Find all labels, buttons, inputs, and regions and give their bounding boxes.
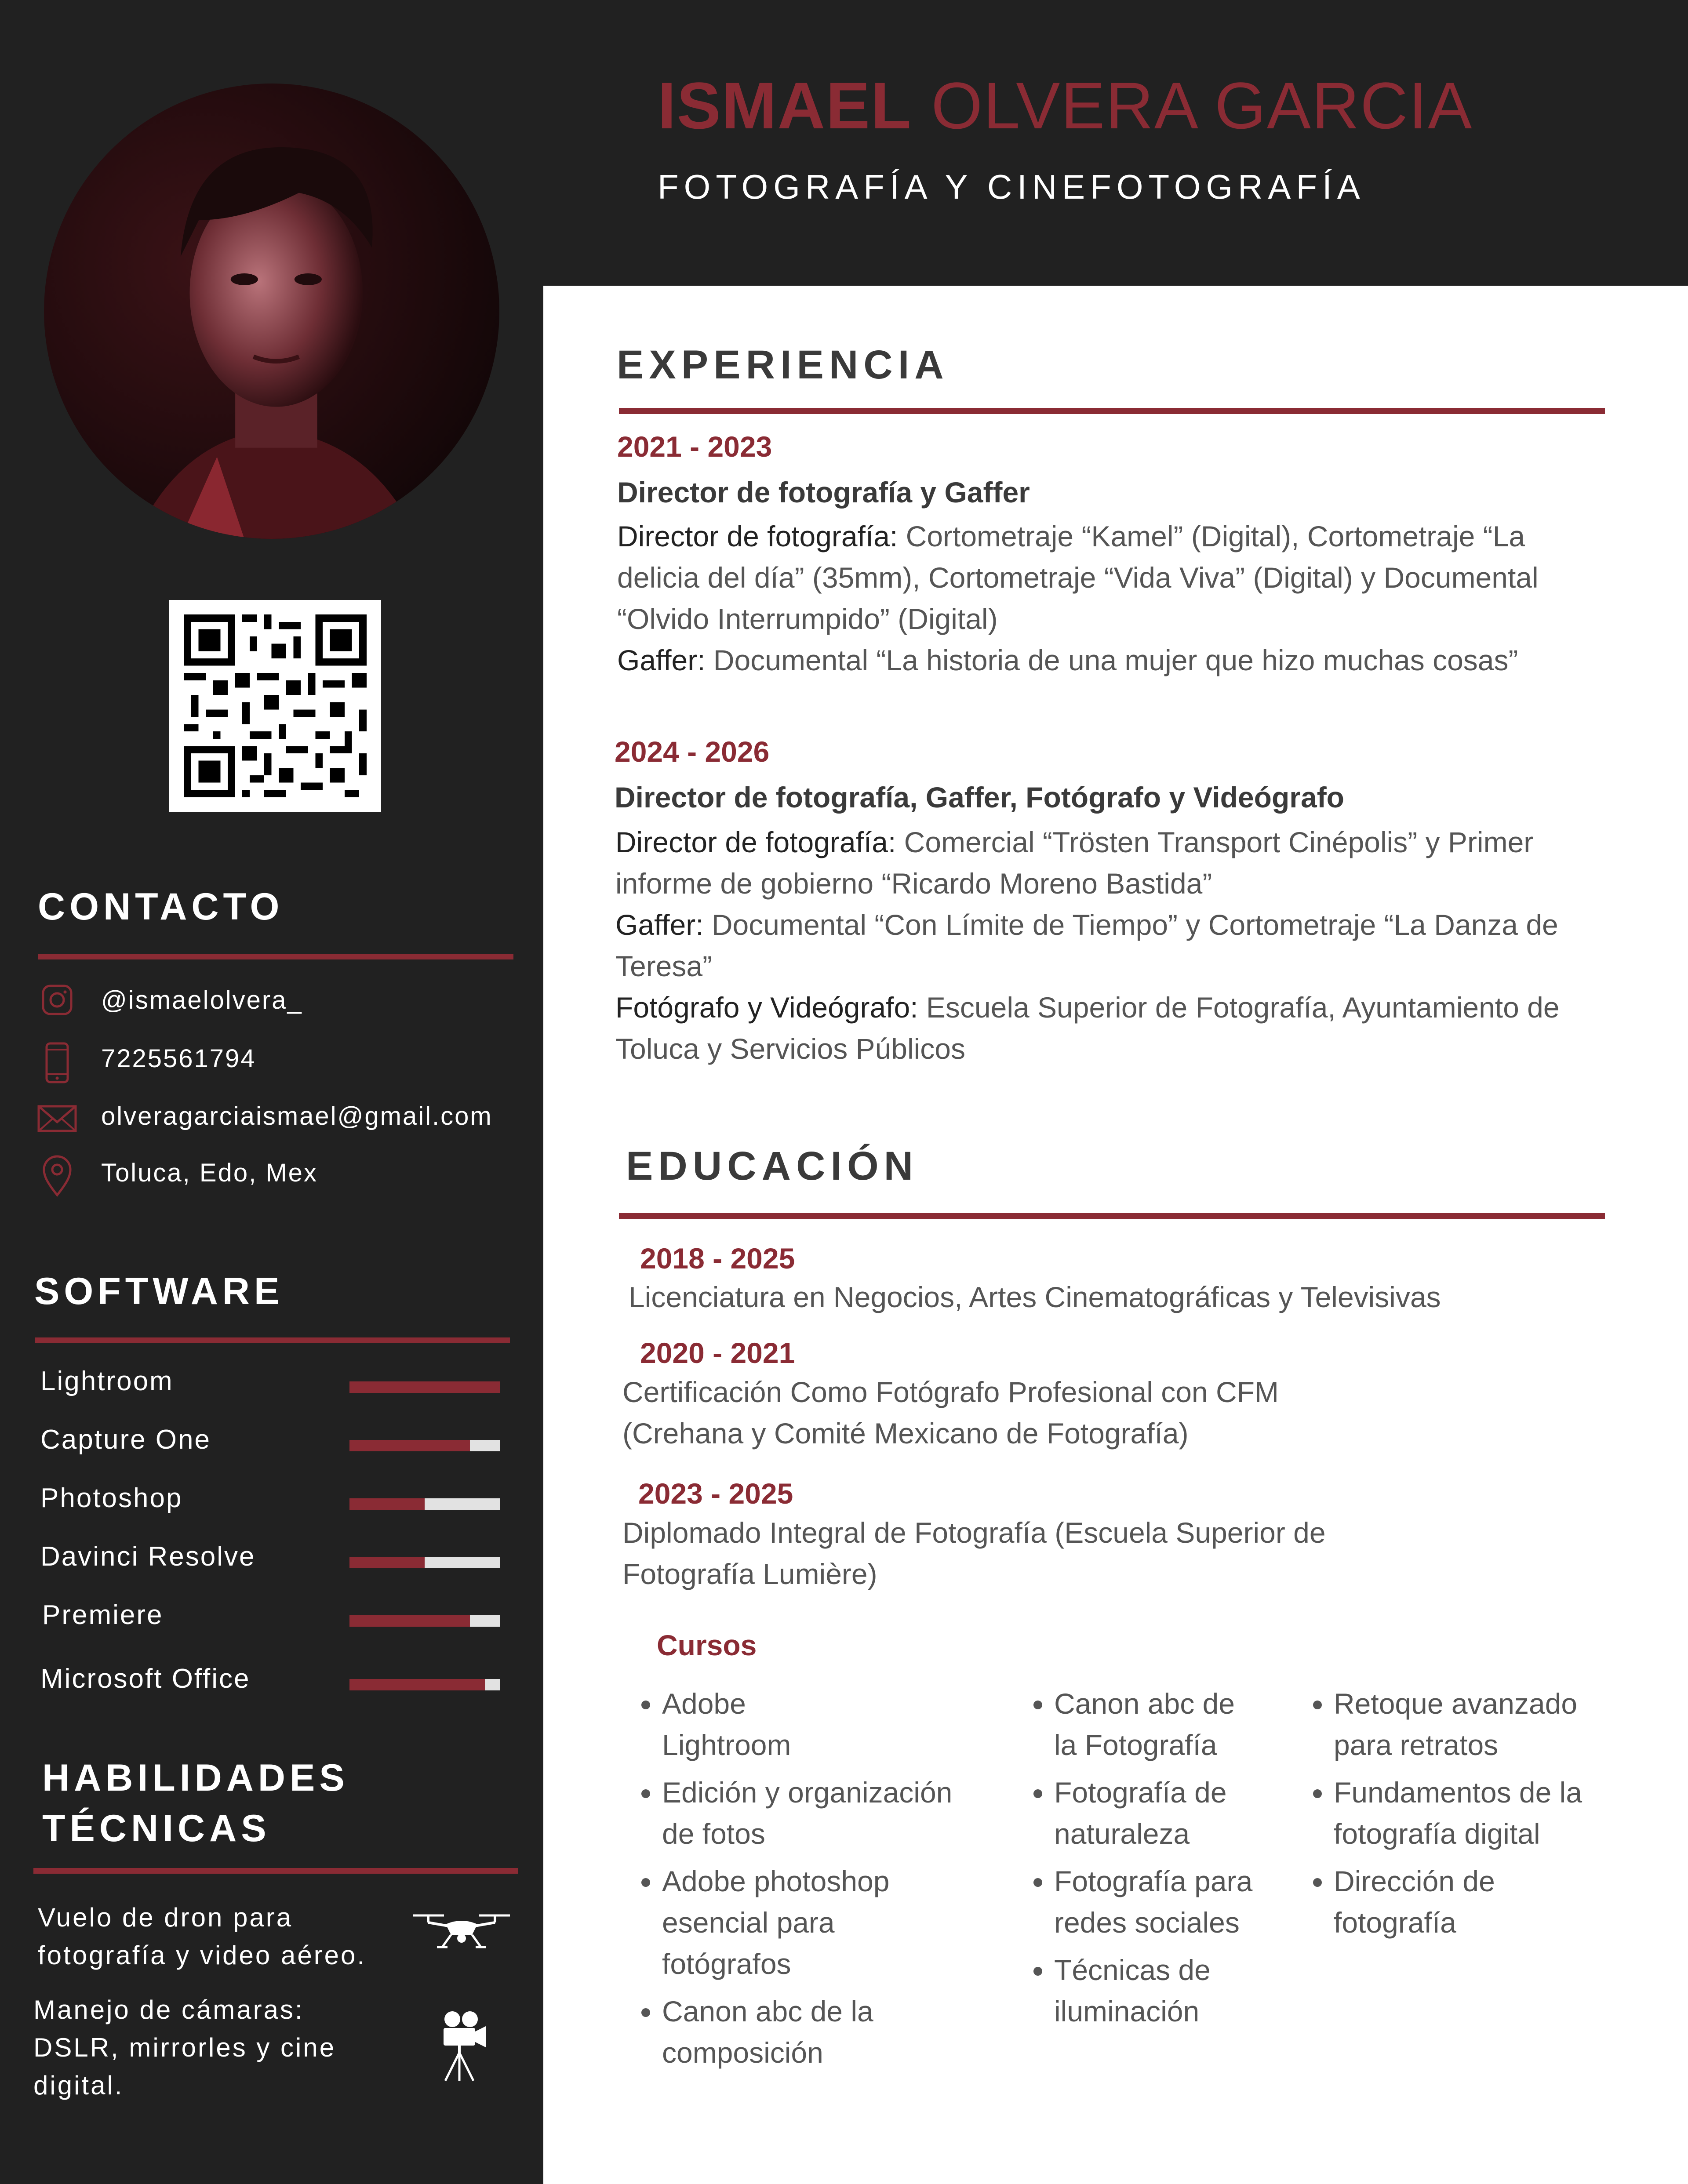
experience-divider xyxy=(619,408,1605,414)
job-entry xyxy=(617,516,1602,640)
course-item: • Edición y organización de fotos xyxy=(662,1772,987,1854)
job-entry-label: Gaffer: xyxy=(617,644,706,676)
contact-heading: CONTACTO xyxy=(38,886,284,928)
course-item: • Canon abc de la composición xyxy=(662,1991,935,2073)
job-entry-label: Gaffer: xyxy=(615,908,704,941)
course-item: • Adobe Lightroom xyxy=(662,1683,820,1766)
profession-title: FOTOGRAFÍA Y CINEFOTOGRAFÍA xyxy=(658,167,1365,206)
course-item: • Adobe photoshop esencial para fotógrafos xyxy=(662,1861,935,1984)
courses-column-2 xyxy=(1019,1683,1335,2038)
skill-drone xyxy=(38,1899,366,1974)
job-role: Director de fotografía y Gaffer xyxy=(617,476,1030,509)
software-level-fill xyxy=(349,1440,470,1451)
software-heading: SOFTWARE xyxy=(34,1270,284,1312)
software-level-fill xyxy=(349,1615,470,1627)
job-entry-text: Documental “Con Límite de Tiempo” y Cortometraje “La Danza de Teresa” xyxy=(615,908,1558,982)
location-pin-icon xyxy=(40,1154,75,1198)
job-entry-text: Cortometraje “Kamel” (Digital), Cortometraje “La delicia del día” (35mm), Cortometraje “Vida Viva” (Digital) y Documental “Olvido Interrumpido” (Digital) xyxy=(617,520,1539,635)
contact-divider xyxy=(38,954,513,959)
job-period: 2021 - 2023 xyxy=(617,430,772,463)
skill-line: Vuelo de dron para xyxy=(38,1903,293,1932)
education-heading: EDUCACIÓN xyxy=(626,1144,919,1188)
software-level-bar xyxy=(349,1615,500,1627)
education-period: 2018 - 2025 xyxy=(640,1242,795,1275)
skill-line: digital. xyxy=(33,2071,124,2100)
skills-heading-line1: HABILIDADES xyxy=(42,1757,349,1799)
course-item: • Fotografía de naturaleza xyxy=(1054,1772,1265,1854)
software-name: Lightroom xyxy=(40,1366,174,1396)
job-description xyxy=(617,516,1602,681)
job-entry xyxy=(617,640,1602,681)
job-entry-label: Fotógrafo y Videógrafo: xyxy=(615,991,918,1024)
courses-column-3 xyxy=(1299,1683,1641,1949)
education-line: (Crehana y Comité Mexicano de Fotografía) xyxy=(622,1417,1189,1450)
job-entry-text: Escuela Superior de Fotografía, Ayuntamiento de Toluca y Servicios Públicos xyxy=(615,991,1560,1065)
software-level-fill xyxy=(349,1381,500,1393)
education-line: Fotografía Lumière) xyxy=(622,1558,877,1590)
phone-icon xyxy=(40,1041,75,1085)
software-divider xyxy=(35,1337,510,1343)
job-entry xyxy=(615,987,1600,1069)
job-period: 2024 - 2026 xyxy=(615,735,770,768)
education-divider xyxy=(619,1213,1605,1219)
skill-line: fotografía y video aéreo. xyxy=(38,1941,367,1970)
skills-heading-line2: TÉCNICAS xyxy=(42,1807,271,1850)
education-title xyxy=(622,1512,1326,1595)
last-name: OLVERA GARCIA xyxy=(931,69,1473,142)
drone-icon xyxy=(409,1903,514,1956)
movie-camera-icon xyxy=(433,2009,490,2083)
contact-instagram[interactable]: @ismaelolvera_ xyxy=(101,986,303,1014)
courses-heading: Cursos xyxy=(657,1629,757,1661)
course-item: • Fotografía para redes sociales xyxy=(1054,1861,1283,1943)
contact-location: Toluca, Edo, Mex xyxy=(101,1159,318,1187)
job-entry-label: Director de fotografía: xyxy=(617,520,898,552)
experience-heading: EXPERIENCIA xyxy=(617,342,949,387)
education-line: Certificación Como Fotógrafo Profesional con CFM xyxy=(622,1376,1279,1408)
software-level-fill xyxy=(349,1498,425,1510)
software-name: Premiere xyxy=(42,1600,164,1630)
software-level-fill xyxy=(349,1557,425,1568)
person-name xyxy=(658,66,1473,145)
job-entry xyxy=(615,821,1600,904)
profile-photo xyxy=(44,84,499,539)
contact-email[interactable]: olveragarciaismael@gmail.com xyxy=(101,1102,493,1130)
software-name: Photoshop xyxy=(40,1483,183,1513)
job-entry-text: Comercial “Trösten Transport Cinépolis” y Primer informe de gobierno “Ricardo Moreno Bastida” xyxy=(615,826,1534,900)
skills-divider xyxy=(33,1868,518,1874)
software-level-bar xyxy=(349,1679,500,1690)
software-name: Capture One xyxy=(40,1425,211,1455)
software-level-bar xyxy=(349,1440,500,1451)
mail-icon xyxy=(36,1101,78,1136)
skill-line: DSLR, mirrorles y cine xyxy=(33,2033,336,2062)
job-role: Director de fotografía, Gaffer, Fotógrafo y Videógrafo xyxy=(615,781,1344,814)
software-level-bar xyxy=(349,1381,500,1393)
education-period: 2023 - 2025 xyxy=(638,1477,793,1510)
course-item: • Retoque avanzado para retratos xyxy=(1334,1683,1606,1766)
software-name: Microsoft Office xyxy=(40,1664,251,1694)
job-entry-text: Documental “La historia de una mujer que hizo muchas cosas” xyxy=(705,644,1518,676)
job-entry-label: Director de fotografía: xyxy=(615,826,896,858)
job-description xyxy=(615,821,1600,1069)
software-level-bar xyxy=(349,1557,500,1568)
software-level-bar xyxy=(349,1498,500,1510)
course-item: • Técnicas de iluminación xyxy=(1054,1949,1265,2032)
software-name: Davinci Resolve xyxy=(40,1541,256,1572)
software-level-fill xyxy=(349,1679,485,1690)
education-period: 2020 - 2021 xyxy=(640,1337,795,1369)
contact-phone[interactable]: 7225561794 xyxy=(101,1044,256,1073)
skill-cameras xyxy=(33,1991,336,2104)
education-title xyxy=(622,1371,1279,1454)
courses-column-1 xyxy=(627,1683,1022,2079)
first-name: ISMAEL xyxy=(658,69,912,142)
course-item: • Fundamentos de la fotografía digital xyxy=(1334,1772,1615,1854)
instagram-icon xyxy=(40,982,75,1018)
job-entry xyxy=(615,904,1600,987)
course-item: • Canon abc de la Fotografía xyxy=(1054,1683,1265,1766)
skill-line: Manejo de cámaras: xyxy=(33,1995,304,2024)
qr-code[interactable] xyxy=(169,600,381,812)
education-title: Licenciatura en Negocios, Artes Cinematográficas y Televisivas xyxy=(629,1281,1441,1313)
course-item: • Dirección de fotografía xyxy=(1334,1861,1536,1943)
education-line: Diplomado Integral de Fotografía (Escuela Superior de xyxy=(622,1516,1326,1549)
